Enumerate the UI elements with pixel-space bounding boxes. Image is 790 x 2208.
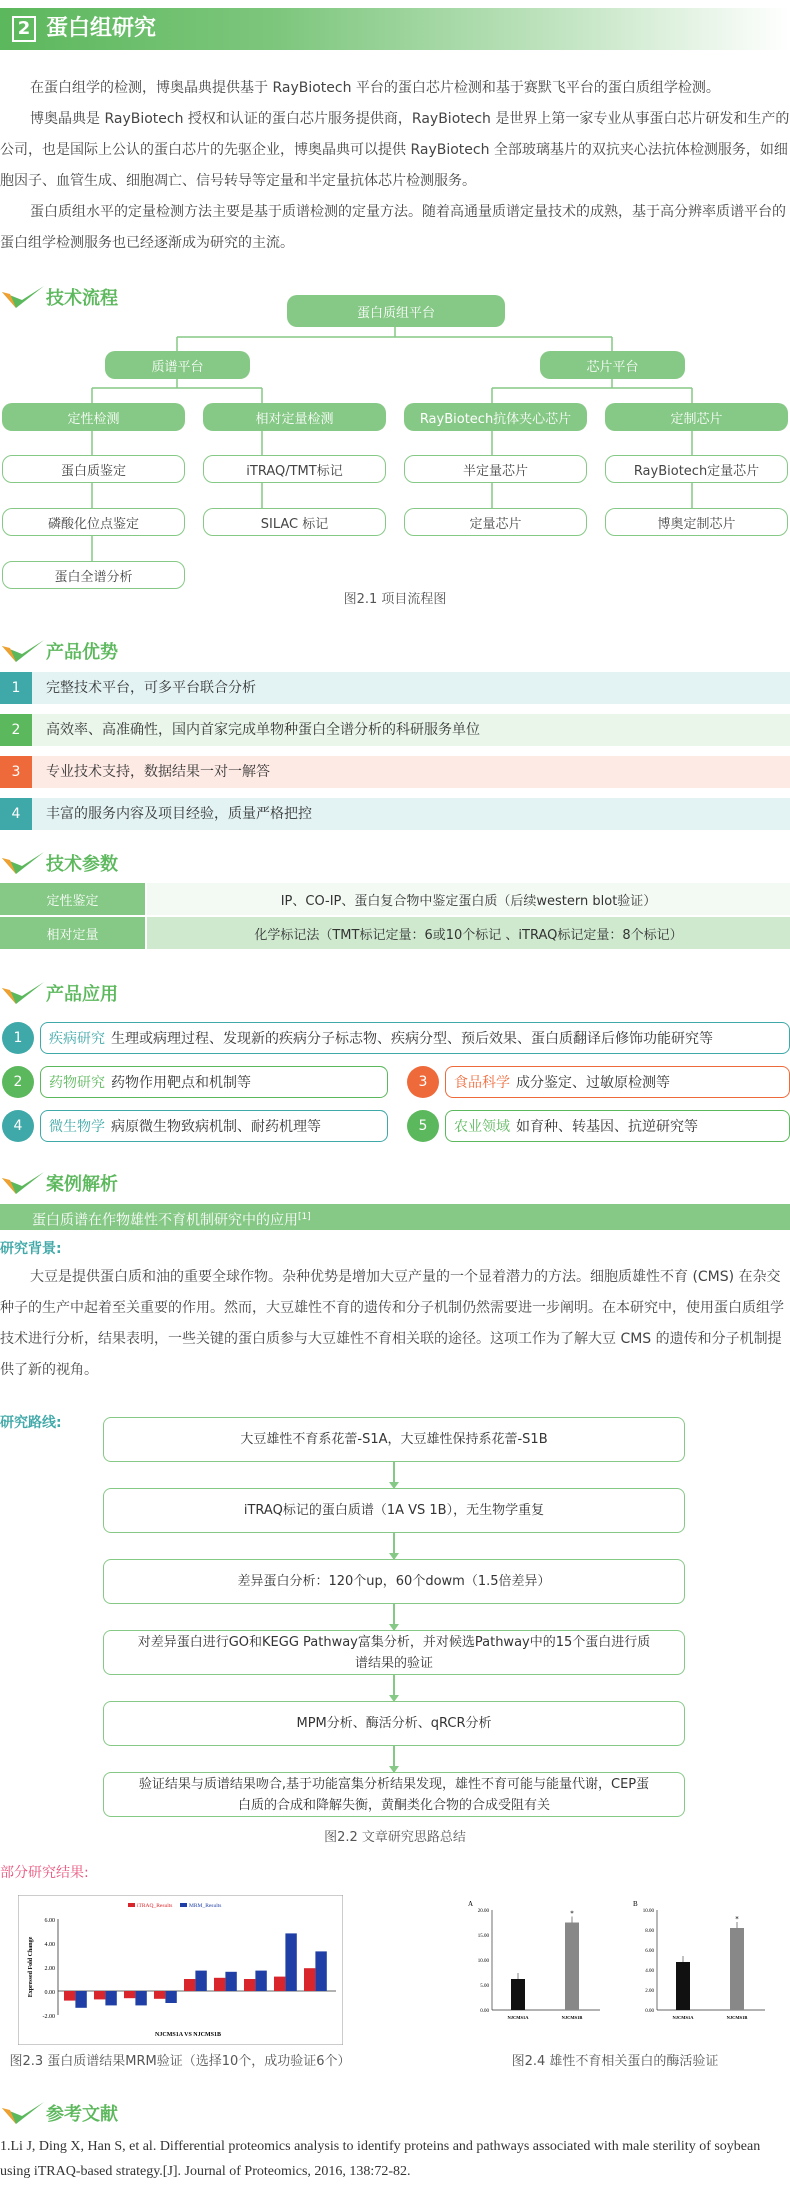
x-tick-label: NJCMS1A <box>672 2015 694 2020</box>
section-heading-text: 产品优势 <box>46 642 118 663</box>
params-row-content: 化学标记法（TMT标记定量：6或10个标记 、iTRAQ标记定量：8个标记） <box>147 917 790 949</box>
params-row-content: IP、CO-IP、蛋白复合物中鉴定蛋白质（后续western blot验证） <box>147 883 790 915</box>
application-text: 生理或病理过程、发现新的疾病分子标志物、疾病分型、预后效果、蛋白质翻译后修饰功能研究等 <box>111 1031 713 1047</box>
flow-caption: 图2.1 项目流程图 <box>343 592 447 607</box>
application-key: 微生物学 <box>49 1119 105 1135</box>
application-number: 1 <box>2 1022 34 1054</box>
bar-iTRAQ_Results <box>184 1979 195 1991</box>
section-heading-advantages <box>0 636 118 666</box>
bar <box>565 1923 579 2011</box>
intro-paragraph-3: 蛋白质组水平的定量检测方法主要是基于质谱检测的定量方法。随着高通量质谱定量技术的成熟，基于高分辨率质谱平台的蛋白组学检测服务也已经逐渐成为研究的主流。 <box>0 204 786 251</box>
section-number: 2 <box>12 16 36 42</box>
flow-root: 蛋白质组平台 <box>287 295 505 327</box>
advantage-item <box>0 672 790 704</box>
advantage-text: 专业技术支持，数据结果一对一解答 <box>46 764 270 780</box>
y-tick-label: 2.00 <box>44 1966 55 1972</box>
advantage-number: 4 <box>0 798 32 830</box>
route-step: MPM分析、酶活分析、qRCR分析 <box>103 1701 685 1746</box>
bar-iTRAQ_Results <box>244 1979 255 1991</box>
mrm-validation-chart <box>18 1895 343 2045</box>
flow-leaf: RayBiotech定量芯片 <box>605 455 788 483</box>
params-row <box>0 917 790 949</box>
advantage-item <box>0 714 790 746</box>
route-arrow <box>393 1462 395 1488</box>
case-banner-text: 蛋白质谱在作物雄性不育机制研究中的应用 <box>32 1212 298 1229</box>
route-arrow <box>393 1604 395 1630</box>
flow-leaf: 半定量芯片 <box>404 455 587 483</box>
flow-diagram <box>0 295 790 625</box>
case-route-label: 研究路线: <box>0 1415 62 1431</box>
panel-label: A <box>468 1900 474 1908</box>
check-logo-icon <box>0 978 46 1008</box>
bar <box>511 1979 525 2010</box>
advantage-number: 1 <box>0 672 32 704</box>
y-tick-label: 10.00 <box>477 1959 489 1964</box>
legend-label: MRM_Results <box>189 1903 222 1909</box>
flow-leaf: iTRAQ/TMT标记 <box>203 455 386 483</box>
check-logo-icon <box>0 1168 46 1198</box>
route-step: iTRAQ标记的蛋白质谱（1A VS 1B），无生物学重复 <box>103 1488 685 1533</box>
route-arrow <box>393 1675 395 1701</box>
application-text: 成分鉴定、过敏原检测等 <box>516 1075 670 1091</box>
check-logo-icon <box>0 636 46 666</box>
bar-MRM_Results <box>105 1991 116 2005</box>
y-tick-label: 0.00 <box>645 2009 654 2014</box>
section-title: 蛋白组研究 <box>46 16 157 41</box>
y-tick-label: 5.00 <box>480 1984 489 1989</box>
advantage-number: 3 <box>0 756 32 788</box>
bar-MRM_Results <box>315 1951 326 1991</box>
check-logo-icon <box>0 848 46 878</box>
params-row-header: 相对定量 <box>0 917 145 949</box>
application-key: 药物研究 <box>49 1075 105 1091</box>
bar-MRM_Results <box>225 1972 236 1991</box>
case-banner-ref: [1] <box>298 1212 311 1222</box>
route-caption: 图2.2 文章研究思路总结 <box>324 1830 466 1845</box>
flow-l2-relative: 相对定量检测 <box>203 403 386 431</box>
application-item <box>40 1110 388 1142</box>
significance-star: * <box>735 1915 739 1923</box>
application-text: 药物作用靶点和机制等 <box>111 1075 251 1091</box>
application-key: 农业领域 <box>454 1119 510 1135</box>
y-tick-label: 10.00 <box>642 1909 654 1914</box>
enzyme-activity-chart-b <box>625 1898 775 2038</box>
application-item <box>445 1066 790 1098</box>
y-tick-label: 4.00 <box>645 1969 654 1974</box>
params-row-header: 定性鉴定 <box>0 883 145 915</box>
bar-MRM_Results <box>195 1971 206 1991</box>
route-step: 验证结果与质谱结果吻合,基于功能富集分析结果发现，雄性不育可能与能量代谢，CEP蛋白质的合成和降解失衡，黄酮类化合物的合成受阻有关 <box>103 1772 685 1817</box>
application-number: 4 <box>2 1110 34 1142</box>
bar-MRM_Results <box>165 1991 176 2003</box>
application-key: 疾病研究 <box>49 1031 105 1047</box>
flow-leaf: SILAC 标记 <box>203 508 386 536</box>
flow-leaf: 磷酸化位点鉴定 <box>2 508 185 536</box>
bar-iTRAQ_Results <box>274 1977 285 1991</box>
application-text: 如育种、转基因、抗逆研究等 <box>516 1119 698 1135</box>
check-logo-icon <box>0 2098 46 2128</box>
y-tick-label: 6.00 <box>645 1949 654 1954</box>
route-arrow <box>393 1746 395 1772</box>
results-label: 部分研究结果: <box>0 1865 89 1881</box>
x-tick-label: NJCMS1B <box>561 2015 583 2020</box>
legend-swatch <box>128 1903 135 1907</box>
advantage-item <box>0 798 790 830</box>
application-number: 2 <box>2 1066 34 1098</box>
bar-MRM_Results <box>255 1971 266 1991</box>
route-step: 对差异蛋白进行GO和KEGG Pathway富集分析，并对候选Pathway中的15个蛋白进行质谱结果的验证 <box>103 1630 685 1675</box>
application-item <box>445 1110 790 1142</box>
advantage-text: 高效率、高准确性，国内首家完成单物种蛋白全谱分析的科研服务单位 <box>46 722 480 738</box>
y-tick-label: 6.00 <box>44 1918 55 1924</box>
bar-MRM_Results <box>285 1933 296 1991</box>
route-step: 差异蛋白分析：120个up，60个dowm（1.5倍差异） <box>103 1559 685 1604</box>
flow-leaf: 定量芯片 <box>404 508 587 536</box>
bar <box>676 1962 690 2010</box>
flow-l1-chip: 芯片平台 <box>540 351 685 379</box>
section-heading-text: 案例解析 <box>46 1174 118 1195</box>
advantage-text: 丰富的服务内容及项目经验，质量严格把控 <box>46 806 312 822</box>
x-tick-label: NJCMS1B <box>726 2015 748 2020</box>
application-key: 食品科学 <box>454 1075 510 1091</box>
bar-iTRAQ_Results <box>94 1991 105 1999</box>
y-tick-label: 8.00 <box>645 1929 654 1934</box>
bar-iTRAQ_Results <box>214 1978 225 1991</box>
case-bg-label: 研究背景: <box>0 1241 62 1257</box>
route-step: 大豆雄性不育系花蕾-S1A，大豆雄性保持系花蕾-S1B <box>103 1417 685 1462</box>
fig4-caption: 图2.4 雄性不育相关蛋白的酶活验证 <box>511 2054 719 2069</box>
y-tick-label: 20.00 <box>477 1909 489 1914</box>
enzyme-activity-chart-a <box>460 1898 610 2038</box>
x-axis-label: NJCMS1A VS NJCMS1B <box>155 2032 221 2038</box>
route-arrow <box>393 1533 395 1559</box>
bar-MRM_Results <box>75 1991 86 2008</box>
flow-l2-custom: 定制芯片 <box>605 403 788 431</box>
flow-l1-ms: 质谱平台 <box>105 351 250 379</box>
advantage-text: 完整技术平台，可多平台联合分析 <box>46 680 256 696</box>
legend-label: iTRAQ_Results <box>137 1903 173 1909</box>
flow-l2-qualitative: 定性检测 <box>2 403 185 431</box>
section-heading-text: 技术参数 <box>46 854 118 875</box>
y-tick-label: 2.00 <box>645 1989 654 1994</box>
y-tick-label: 0.00 <box>44 1990 55 1996</box>
bar-MRM_Results <box>135 1991 146 2005</box>
application-text: 病原微生物致病机制、耐药机理等 <box>111 1119 321 1135</box>
y-tick-label: 15.00 <box>477 1934 489 1939</box>
section-heading-case <box>0 1168 118 1198</box>
panel-label: B <box>633 1900 638 1908</box>
case-banner <box>0 1204 790 1230</box>
advantage-item <box>0 756 790 788</box>
flow-leaf: 蛋白全谱分析 <box>2 561 185 589</box>
intro-paragraph-1: 在蛋白组学的检测，博奥晶典提供基于 RayBiotech 平台的蛋白芯片检测和基于赛默飞平台的蛋白质组学检测。 <box>30 80 720 96</box>
application-number: 5 <box>407 1110 439 1142</box>
reference-item: 1.Li J, Ding X, Han S, et al. Differential proteomics analysis to identify proteins and pathways associated with male sterility of soybean using iTRAQ-based strategy.[J]. Journal of Proteomics, 2016, 138:72-82. <box>0 2139 761 2179</box>
advantage-number: 2 <box>0 714 32 746</box>
bar-iTRAQ_Results <box>124 1991 135 1998</box>
y-axis-label: Expressed Fold Change <box>28 1936 34 1998</box>
section-heading-refs <box>0 2098 118 2128</box>
flow-l2-raybiotech: RayBiotech抗体夹心芯片 <box>404 403 587 431</box>
y-tick-label: 0.00 <box>480 2009 489 2014</box>
section-heading-text: 技术流程 <box>46 288 118 309</box>
bar-iTRAQ_Results <box>154 1991 165 1999</box>
intro-paragraph-2: 博奥晶典是 RayBiotech 授权和认证的蛋白芯片服务提供商，RayBiotech 是世界上第一家专业从事蛋白芯片研发和生产的公司，也是国际上公认的蛋白芯片的先驱企业，博奥晶典可以提供 RayBiotech 全部玻璃基片的双抗夹心法抗体检测服务，如细胞因子、血管生成、细胞凋亡、信号转导等定量和半定量抗体芯片检测服务。 <box>0 111 790 189</box>
bar <box>730 1928 744 2010</box>
section-heading-params <box>0 848 118 878</box>
section-heading-apps <box>0 978 118 1008</box>
y-tick-label: -2.00 <box>42 2014 55 2020</box>
application-item <box>40 1066 388 1098</box>
legend-swatch <box>180 1903 187 1907</box>
y-tick-label: 4.00 <box>44 1942 55 1948</box>
fig3-caption: 图2.3 蛋白质谱结果MRM验证（选择10个，成功验证6个） <box>9 2054 351 2069</box>
application-number: 3 <box>407 1066 439 1098</box>
flow-leaf: 蛋白质鉴定 <box>2 455 185 483</box>
section-heading-text: 参考文献 <box>46 2104 118 2125</box>
case-bg-text: 大豆是提供蛋白质和油的重要全球作物。杂种优势是增加大豆产量的一个显着潜力的方法。细胞质雄性不育 (CMS) 在杂交种子的生产中起着至关重要的作用。然而，大豆雄性不育的遗传和分子机制仍然需要进一步阐明。在本研究中，使用蛋白质组学技术进行分析，结果表明，一些关键的蛋白质参与大豆雄性不育相关联的途径。这项工作为了解大豆 CMS 的遗传和分子机制提供了新的视角。 <box>0 1269 784 1378</box>
flow-leaf: 博奥定制芯片 <box>605 508 788 536</box>
significance-star: * <box>570 1909 574 1918</box>
section-heading-text: 产品应用 <box>46 984 118 1005</box>
bar-iTRAQ_Results <box>304 1968 315 1991</box>
application-item <box>40 1022 790 1054</box>
x-tick-label: NJCMS1A <box>507 2015 529 2020</box>
bar-iTRAQ_Results <box>64 1991 75 2001</box>
params-row <box>0 883 790 915</box>
